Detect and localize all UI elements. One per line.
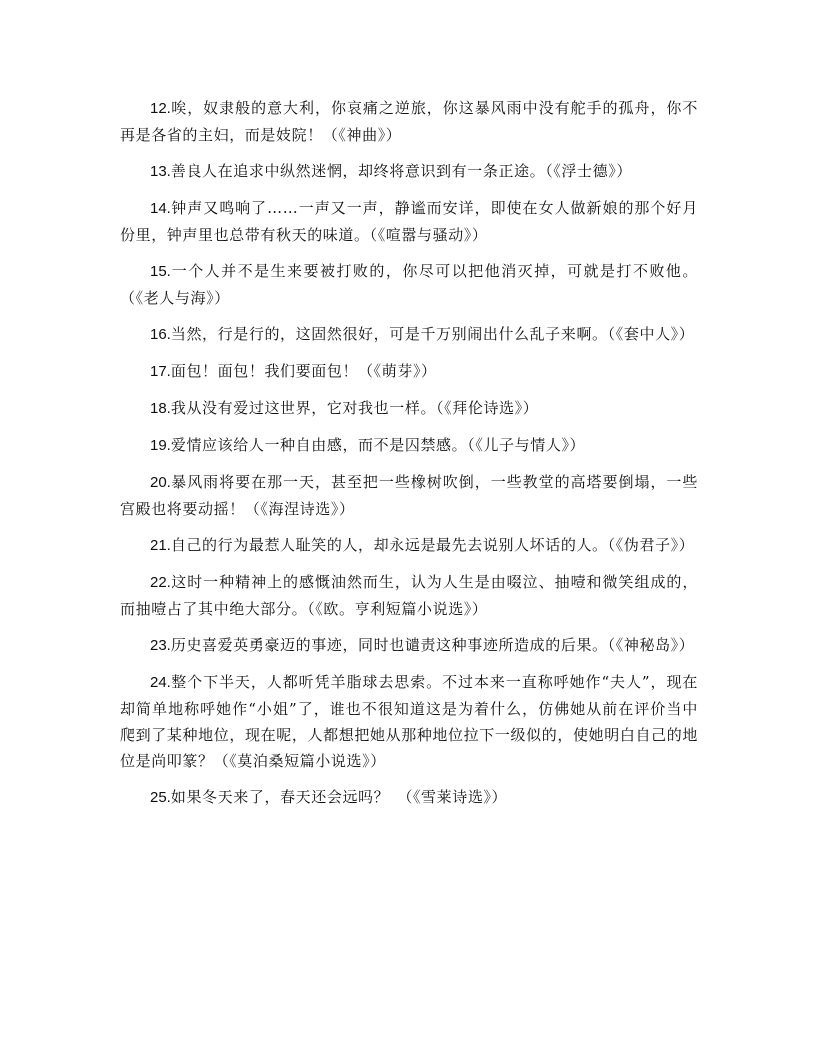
- quote-text: 当然，行是行的，这固然很好，可是千万别闹出什么乱子来啊。（《套中人》）: [170, 325, 695, 343]
- quote-entry: [120, 532, 698, 559]
- quote-number: 22.: [150, 574, 171, 591]
- quote-number: 13.: [150, 163, 171, 180]
- quote-text: 善良人在追求中纵然迷惘，却终将意识到有一条正途。（《浮士德》）: [170, 162, 632, 180]
- quote-text: 爱情应该给人一种自由感，而不是囚禁感。（《儿子与情人》）: [170, 436, 586, 454]
- quote-entry: [120, 469, 698, 522]
- quote-entry: [120, 395, 698, 422]
- quote-entry: [120, 569, 698, 622]
- quote-entry: [120, 358, 698, 385]
- quote-number: 14.: [150, 200, 171, 217]
- quote-entry: [120, 95, 698, 148]
- quote-number: 19.: [150, 437, 171, 454]
- quote-entry: [120, 432, 698, 459]
- quote-text: 一个人并不是生来要被打败的，你尽可以把他消灭掉，可就是打不败他。（《老人与海》）: [120, 262, 698, 307]
- quote-number: 21.: [150, 537, 171, 554]
- quote-entry: [120, 258, 698, 311]
- quote-text: 自己的行为最惹人耻笑的人，却永远是最先去说别人坏话的人。（《伪君子》）: [170, 536, 695, 554]
- quote-entry: [120, 321, 698, 348]
- quote-text: 我从没有爱过这世界，它对我也一样。（《拜伦诗选》）: [170, 399, 539, 417]
- quote-number: 20.: [150, 474, 171, 491]
- quote-number: 12.: [150, 100, 171, 117]
- quote-number: 24.: [150, 674, 171, 691]
- quote-number: 25.: [150, 789, 171, 806]
- quote-entry: [120, 669, 698, 774]
- quote-text: 唉，奴隶般的意大利，你哀痛之逆旅，你这暴风雨中没有舵手的孤舟，你不再是各省的主妇，而是妓院！（《神曲》）: [120, 99, 698, 144]
- quote-text: 钟声又鸣响了……一声又一声，静谧而安详，即使在女人做新娘的那个好月份里，钟声里也总带有秋天的味道。（《喧嚣与骚动》）: [120, 199, 698, 244]
- quote-number: 17.: [150, 363, 171, 380]
- quote-text: 面包！面包！我们要面包！（《萌芽》）: [170, 362, 437, 380]
- quote-entry: [120, 158, 698, 185]
- quote-number: 16.: [150, 326, 171, 343]
- quote-text: 这时一种精神上的感慨油然而生，认为人生是由啜泣、抽噎和微笑组成的，而抽噎占了其中绝大部分。（《欧。亨利短篇小说选》）: [120, 573, 698, 618]
- quote-number: 15.: [150, 263, 171, 280]
- quote-number: 23.: [150, 637, 171, 654]
- quote-text: 历史喜爱英勇豪迈的事迹，同时也谴责这种事迹所造成的后果。（《神秘岛》）: [170, 636, 695, 654]
- quote-text: 暴风雨将要在那一天，甚至把一些橡树吹倒，一些教堂的高塔要倒塌，一些宫殿也将要动摇！（《海涅诗选》）: [120, 473, 698, 518]
- quote-entry: [120, 195, 698, 248]
- quote-number: 18.: [150, 400, 171, 417]
- document-page: [120, 95, 698, 821]
- quote-text: 整个下半天，人都听凭羊脂球去思索。不过本来一直称呼她作“夫人”，现在却简单地称呼她作“小姐”了，谁也不很知道这是为着什么，仿佛她从前在评价当中爬到了某种地位，现在呢，人都想把她从那种地位拉下一级似的，使她明白自己的地位是尚叩篆？（《莫泊桑短篇小说选》）: [120, 673, 698, 770]
- quote-entry: [120, 784, 698, 811]
- quote-entry: [120, 632, 698, 659]
- quote-text: 如果冬天来了，春天还会远吗？ （《雪莱诗选》）: [170, 788, 508, 806]
